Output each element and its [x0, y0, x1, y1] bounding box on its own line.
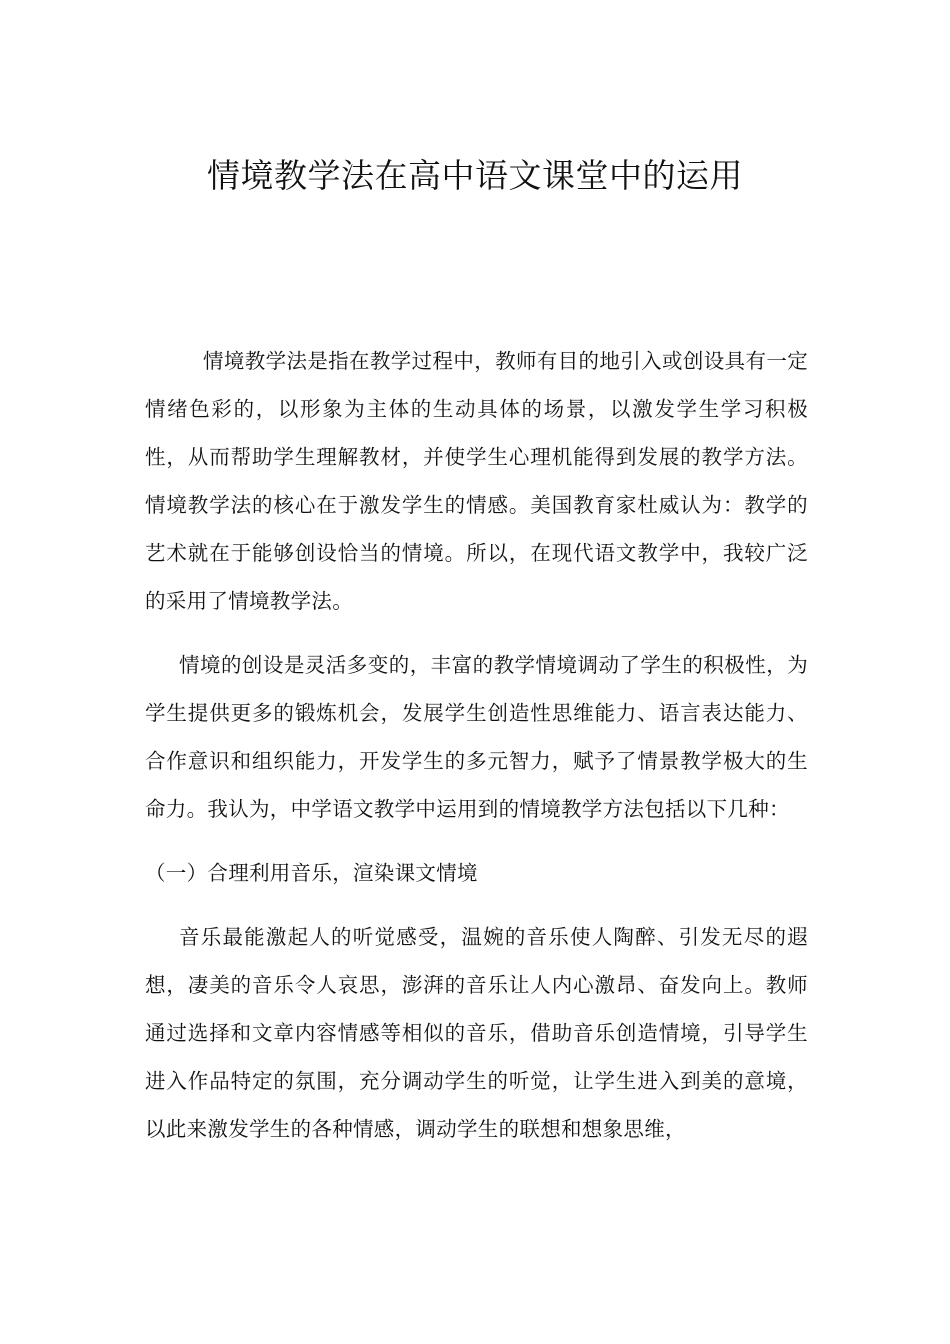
paragraph-intro: 情境教学法是指在教学过程中，教师有目的地引入或创设具有一定情绪色彩的，以形象为主体的生动具体的场景，以激发学生学习积极性，从而帮助学生理解教材，并使学生心理机能得到发展的教学方法。情境教学法的核心在于激发学生的情感。美国教育家杜威认为：教学的艺术就在于能够创设恰当的情境。所以，在现代语文教学中，我较广泛的采用了情境教学法。	[145, 349, 808, 613]
document-title: 情境教学法在高中语文课堂中的运用	[207, 156, 743, 195]
section-heading-music: （一）合理利用音乐，渲染课文情境	[145, 861, 478, 885]
paragraph-scenarios: 情境的创设是灵活多变的，丰富的教学情境调动了学生的积极性，为学生提供更多的锻炼机会，发展学生创造性思维能力、语言表达能力、合作意识和组织能力，开发学生的多元智力，赋予了情景教学极大的生命力。我认为，中学语文教学中运用到的情境教学方法包括以下几种：	[145, 653, 808, 821]
document-body	[145, 337, 808, 1153]
paragraph-music: 音乐最能激起人的听觉感受，温婉的音乐使人陶醉、引发无尽的遐想，凄美的音乐令人哀思，澎湃的音乐让人内心激昂、奋发向上。教师通过选择和文章内容情感等相似的音乐，借助音乐创造情境，引导学生进入作品特定的氛围，充分调动学生的听觉，让学生进入到美的意境，以此来激发学生的各种情感，调动学生的联想和想象思维，	[145, 925, 808, 1141]
